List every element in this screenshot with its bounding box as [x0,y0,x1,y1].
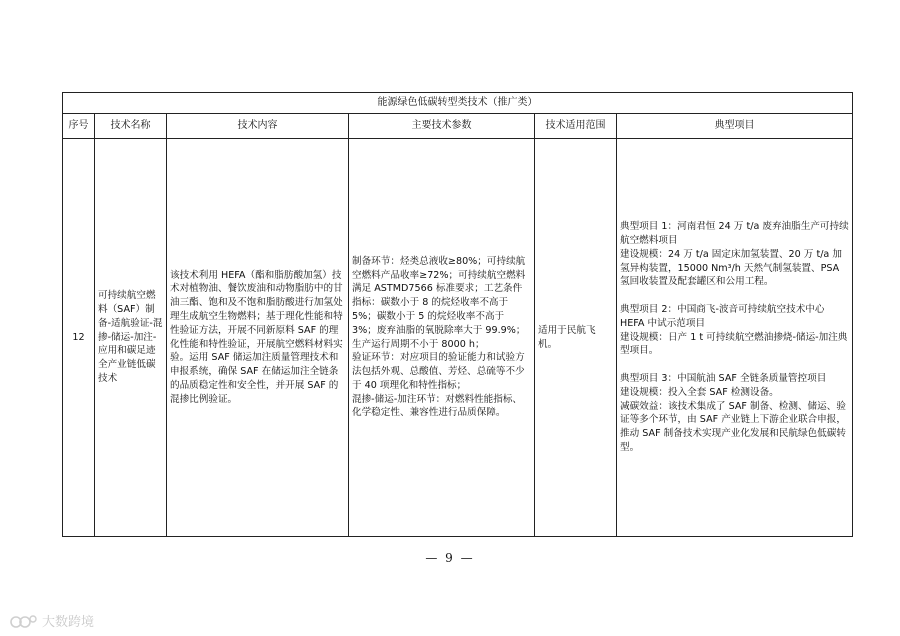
table-title: 能源绿色低碳转型类技术（推广类） [63,93,853,114]
technology-parameters: 制备环节：烃类总液收≥80%；可持续航空燃料产品收率≥72%；可持续航空燃料满足 ASTMD7566 标准要求；工艺条件指标：碳数小于 8 的烷烃收率不高于 5%；碳数小于 5 的烷烃收率不高于 3%；废弃油脂的氧脱除率大于 99.9%；生产运行周期不小于 8000 h； 验证环节：对应项目的验证能力和试验方法包括外观、总酸值、芳烃、总硫等不少于 40 项理化和特性指标； 混掺-储运-加注环节：对燃料性能指标、化学稳定性、兼容性进行品质保障。 [349,139,535,537]
project-2-detail: 建设规模：日产 1 t 可持续航空燃油掺烧-储运-加注典型项目。 [620,331,848,357]
technology-name: 可持续航空燃料（SAF）制备-适航验证-混掺-储运-加注-应用和碳足迹全产业链低碳技术 [95,139,167,537]
watermark-text: 大数跨境 [42,615,95,630]
page-number: — 9 — [425,551,475,565]
header-name: 技术名称 [95,114,167,139]
technology-content: 该技术利用 HEFA（酯和脂肪酸加氢）技术对植物油、餐饮废油和动物脂肪中的甘油三酯、饱和及不饱和脂肪酸进行加氢处理生成航空生物燃料；基于理化性能和特性验证方法，开展不同新原料 SAF 的理化性能和特性验证，开展航空燃料材料实验。运用 SAF 储运加注质量管理技术和申报系统，确保 SAF 在储运加注全链条的品质稳定性和安全性，并开展 SAF 的混掺比例验证。 [167,139,349,537]
project-1-title: 典型项目 1：河南君恒 24 万 t/a 废弃油脂生产可持续航空燃料项目 [620,221,849,247]
header-scope: 技术适用范围 [535,114,617,139]
header-parameters: 主要技术参数 [349,114,535,139]
technology-table [62,92,853,537]
watermark [10,611,94,630]
project-3-title: 典型项目 3：中国航油 SAF 全链条质量管控项目 [620,372,827,384]
table-header-row [63,114,853,139]
brand-logo-icon [10,613,38,629]
header-projects: 典型项目 [617,114,853,139]
table-row [63,139,853,537]
project-3-detail: 建设规模：投入全套 SAF 检测设备。 减碳效益：该技术集成了 SAF 制备、检测、储运、验证等多个环节，由 SAF 产业链上下游企业联合申报，推动 SAF 制备技术实现产业化发展和民航绿色低碳转型。 [620,386,846,453]
header-content: 技术内容 [167,114,349,139]
typical-projects [617,139,853,537]
application-scope: 适用于民航飞机。 [535,139,617,537]
project-1-detail: 建设规模：24 万 t/a 固定床加氢装置、20 万 t/a 加氢异构装置，15000 Nm³/h 天然气制氢装置、PSA 氢回收装置及配套罐区和公用工程。 [620,248,842,288]
row-number: 12 [63,139,95,537]
project-2-title: 典型项目 2：中国商飞-波音可持续航空技术中心 HEFA 中试示范项目 [620,304,825,329]
header-number: 序号 [63,114,95,139]
